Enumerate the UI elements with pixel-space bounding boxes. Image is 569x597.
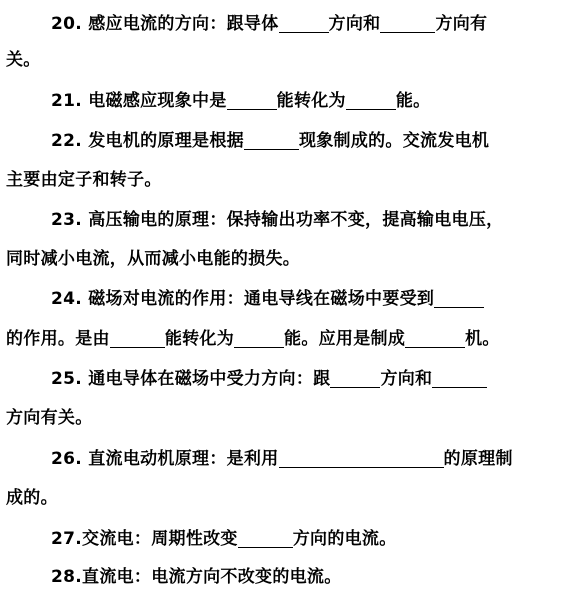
fill-blank bbox=[110, 325, 165, 348]
item-22-text-b: 现象制成的。交流发电机 bbox=[298, 131, 490, 151]
item-21 bbox=[51, 81, 430, 121]
item-25-text-b: 方向和 bbox=[380, 369, 433, 389]
item-26-text-a: 26. 直流电动机原理：是利用 bbox=[51, 449, 279, 469]
item-26-line-2: 成的。 bbox=[6, 488, 58, 508]
fill-blank bbox=[279, 445, 444, 468]
item-25-text-a: 25. 通电导体在磁场中受力方向：跟 bbox=[51, 369, 331, 389]
item-22-line-2: 主要由定子和转子。 bbox=[6, 170, 162, 190]
item-26-line-1 bbox=[51, 439, 513, 479]
item-23-line-2: 同时减小电流，从而减小电能的损失。 bbox=[6, 249, 301, 269]
item-25-line-2: 方向有关。 bbox=[6, 408, 93, 428]
item-23-line-1: 23. 高压输电的原理：保持输出功率不变，提高输电电压， bbox=[51, 210, 504, 230]
fill-blank bbox=[279, 10, 329, 33]
fill-blank bbox=[238, 525, 293, 548]
item-24-text-a: 24. 磁场对电流的作用：通电导线在磁场中要受到 bbox=[51, 289, 435, 309]
item-24-text-e: 机。 bbox=[465, 329, 500, 349]
fill-blank bbox=[380, 10, 435, 33]
fill-blank bbox=[234, 325, 284, 348]
item-24-text-b: 的作用。是由 bbox=[6, 329, 110, 349]
fill-blank bbox=[330, 365, 380, 388]
item-26-text-b: 的原理制 bbox=[443, 449, 513, 469]
fill-blank bbox=[432, 365, 487, 388]
fill-blank bbox=[244, 127, 299, 150]
item-20-line-2: 关。 bbox=[6, 50, 41, 70]
item-22-text-a: 22. 发电机的原理是根据 bbox=[51, 131, 244, 151]
fill-blank bbox=[227, 87, 277, 110]
item-22-line-1 bbox=[51, 121, 489, 161]
item-25-line-1 bbox=[51, 359, 487, 399]
item-24-line-2 bbox=[6, 319, 500, 359]
item-21-text-b: 能转化为 bbox=[276, 91, 346, 111]
item-20-text-a: 20. 感应电流的方向：跟导体 bbox=[51, 14, 279, 34]
item-20-text-b: 方向和 bbox=[328, 14, 381, 34]
item-27-text-b: 方向的电流。 bbox=[292, 529, 397, 549]
item-24-text-c: 能转化为 bbox=[164, 329, 235, 349]
item-20-text-c: 方向有 bbox=[435, 14, 488, 34]
item-27 bbox=[51, 519, 397, 559]
item-21-text-a: 21. 电磁感应现象中是 bbox=[51, 91, 227, 111]
item-24-line-1 bbox=[51, 279, 484, 319]
fill-blank bbox=[405, 325, 465, 348]
item-27-text-a: 27.交流电：周期性改变 bbox=[51, 529, 238, 549]
item-24-text-d: 能。应用是制成 bbox=[284, 329, 406, 349]
fill-blank bbox=[346, 87, 396, 110]
item-21-text-c: 能。 bbox=[395, 91, 431, 111]
fill-blank bbox=[434, 285, 484, 308]
item-20-line-1 bbox=[51, 4, 487, 44]
item-28: 28.直流电：电流方向不改变的电流。 bbox=[51, 567, 342, 587]
